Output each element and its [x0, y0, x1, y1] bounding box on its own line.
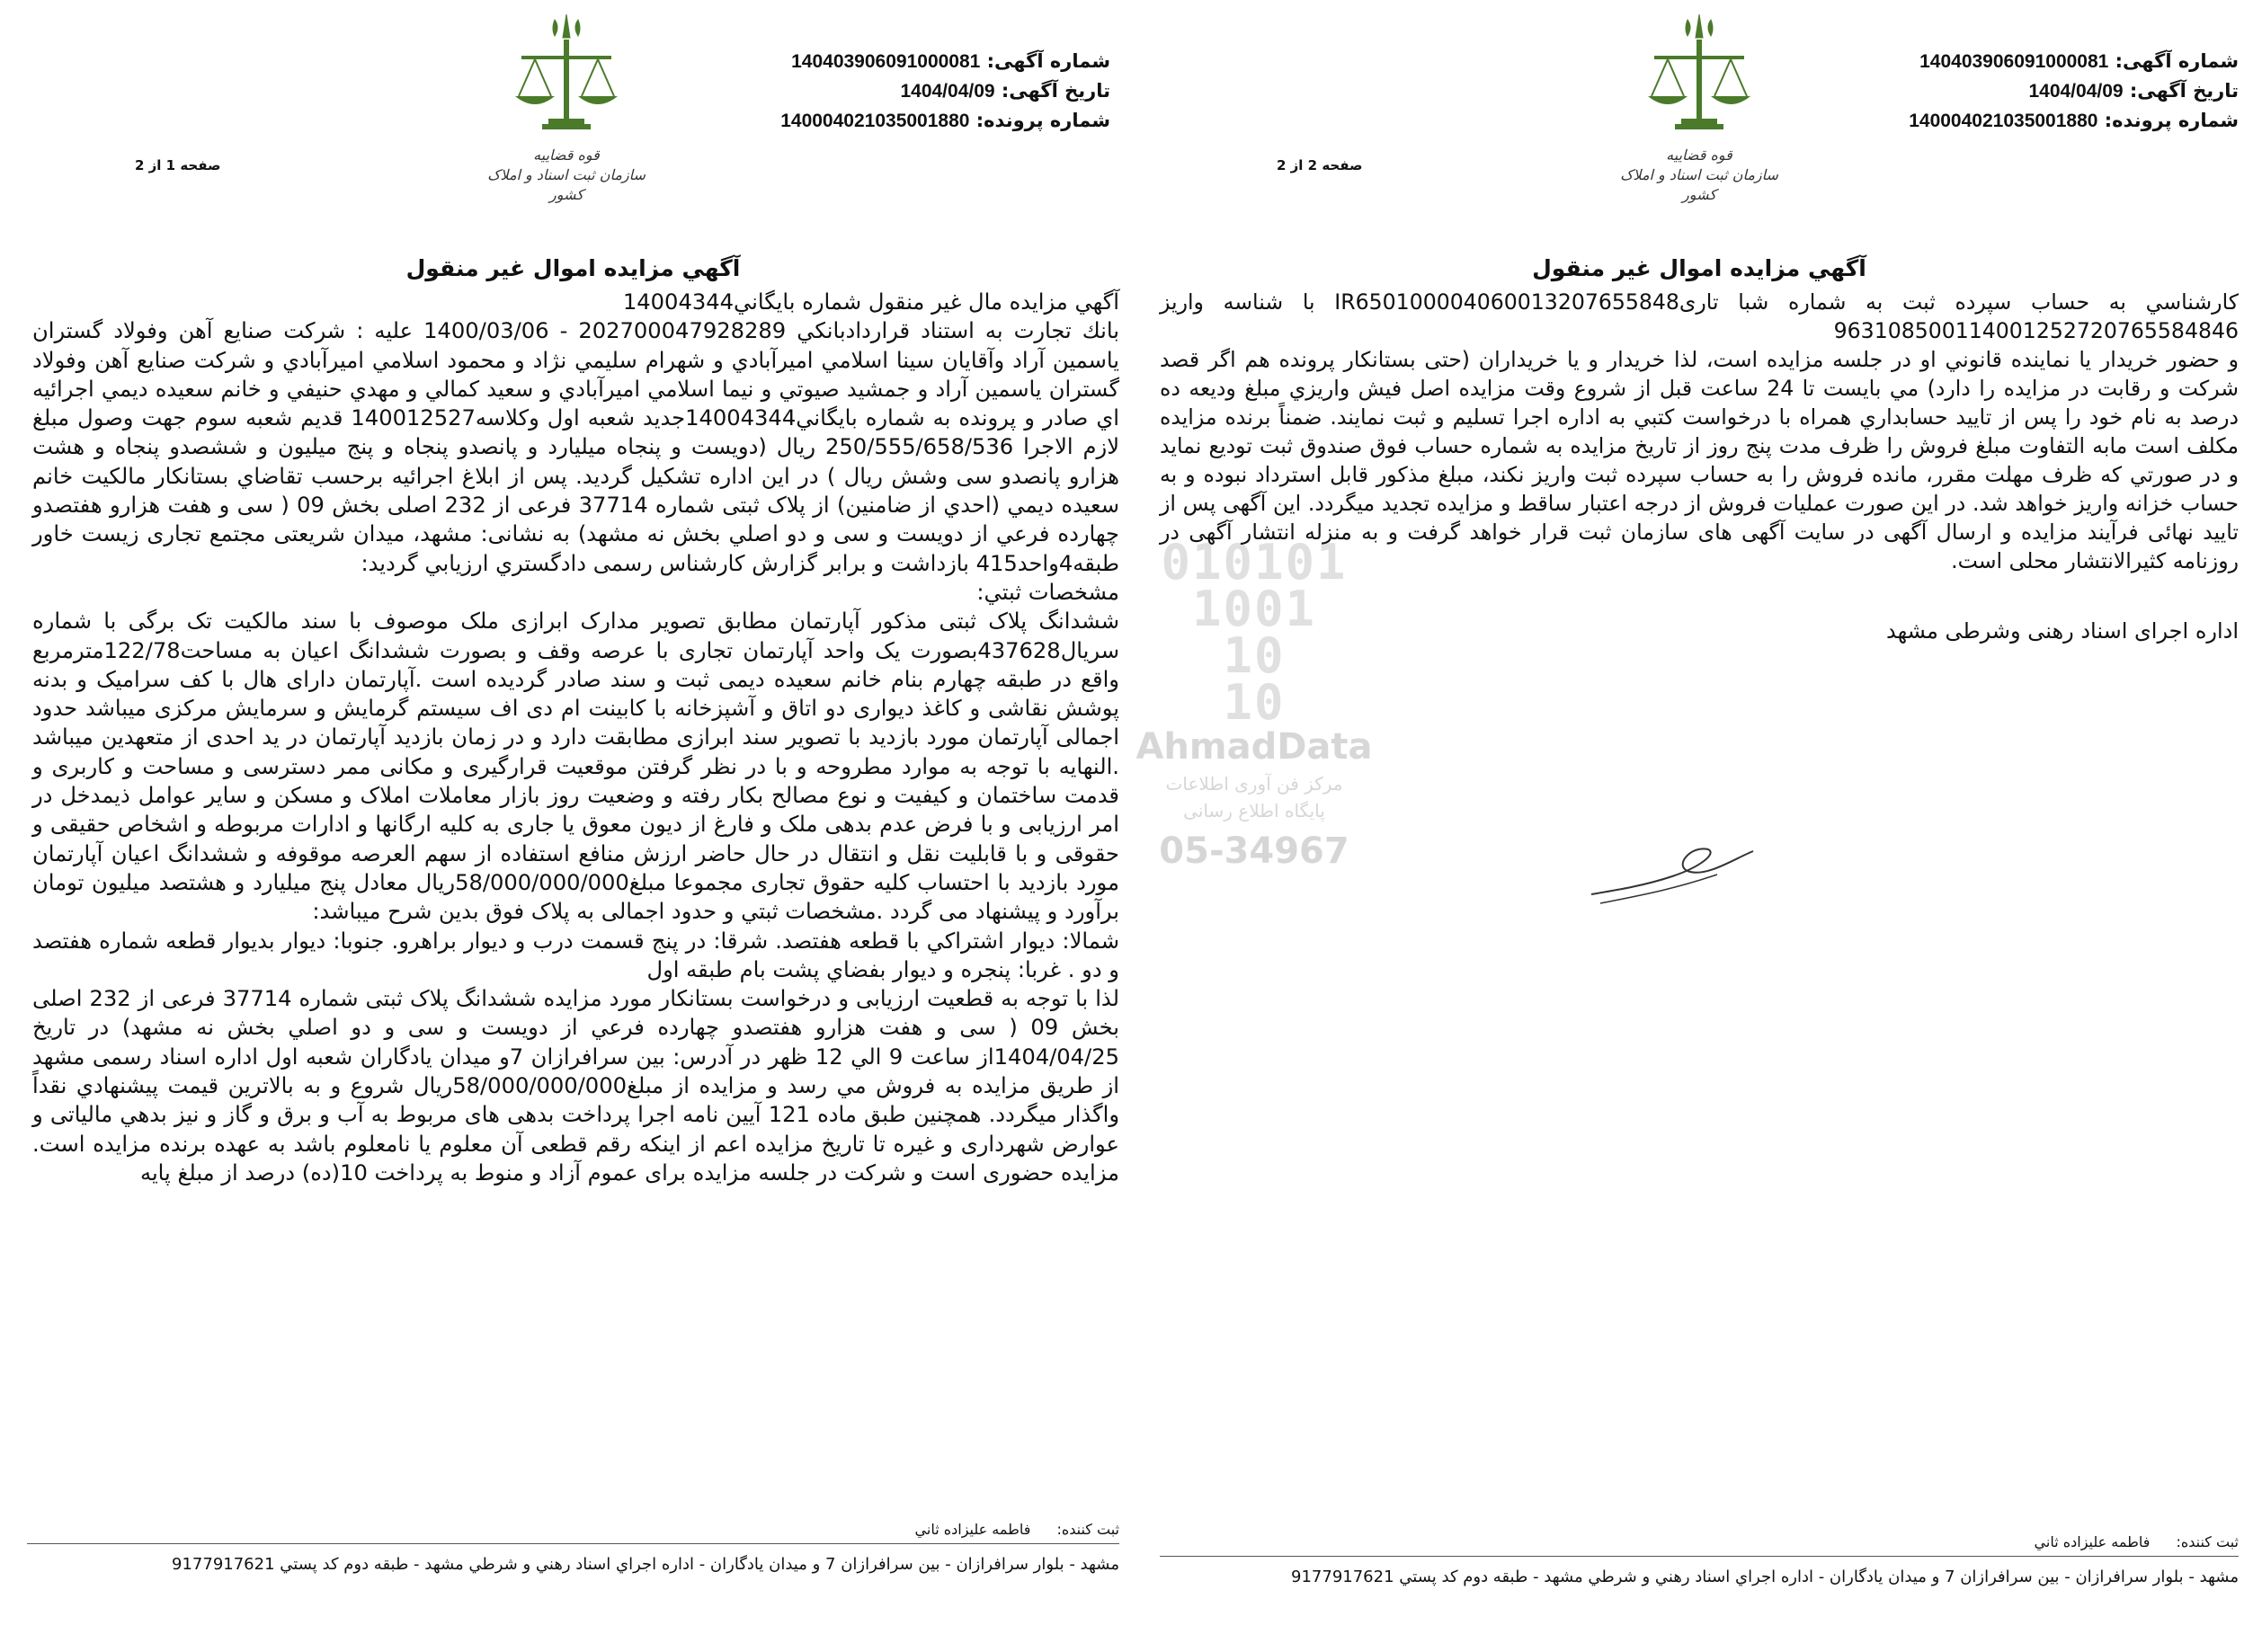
registrar: ثبت كننده: فاطمه عليزاده ثاني: [2034, 1533, 2239, 1550]
registrar: ثبت كننده: فاطمه عليزاده ثاني: [914, 1521, 1119, 1538]
watermark-binary: 010101 1001 10 10: [1161, 534, 1348, 731]
org-line2: سازمان ثبت اسناد و املاک کشور: [1620, 166, 1778, 203]
paragraph: آگهي مزايده مال غير منقول شماره بايگاني14004344: [622, 289, 1119, 315]
scales-emblem-icon: [499, 11, 634, 146]
paragraph: شمالا: ديوار اشتراكي با قطعه هفتصد. شرقا: در پنج قسمت درب و ديوار براهرو. جنوبا: ديوار بديوار قطعه شماره هفتصد و دو . غربا: پنجره و ديوار بفضاي پشت بام طبقه اول: [32, 928, 1119, 982]
page-2-header: [1160, 0, 2239, 216]
notice-number: 140403906091000081: [1919, 51, 2109, 72]
page-number: صفحه 2 از 2: [1277, 157, 1363, 173]
watermark-phone: 05-34967: [1159, 830, 1349, 872]
issuing-office: اداره اجرای اسناد رهنی وشرطی مشهد: [1885, 618, 2239, 644]
footer-divider: [1160, 1556, 2239, 1557]
paragraph: ششدانگ پلاک ثبتی مذکور آپارتمان مطابق تصویر مدارک ابرازی ملک موصوف با سند مالکیت تک برگی با شماره سریال437628بصورت یک واحد آپارتمان تجاری با عرصه وقف و بصورت ششدانگ اعیان به مساحت122/78مترمربع واقع در طبقه چهارم بنام خانم سعیده دیمی ثبت و سند صادر گردیده است .آپارتمان دارای هال با کف سرامیک و بدنه پوشش نقاشی و کاغذ دیواری دو اتاق و آشپزخانه با کابینت ام دی اف سیستم گرمایش و سرمایش مرکزی میباشد حدود اجمالی آپارتمان مورد بازدید با تصویر سند ابرازی مطابقت دارد و در زمان بازدید آپارتمان در ید احدی از متعهدین میباشد .النهایه با توجه به موارد مطروحه و با در نظر گرفتن موقعیت قرارگیری و مکانی ممر دسترسی و مساحت و کاربری و قدمت ساختمان و کیفیت و نوع مصالح بکار رفته و وضعیت روز بازار معاملات املاک و مسکن و سایر عوامل ذیمدخل در امر ارزیابی و با فرض عدم بدهی ملک و فارغ از دیون معوق یا جاری به کلیه ارگانها و ادارات مربوطه و اشخاص حقیقی و حقوقی و با قابلیت نقل و انتقال در حال حاضر ارزش منافع استفاده از سهم العرصه موقوفه و ششدانگ اعیان آپارتمان مورد بازدید با احتساب کلیه حقوق تجاری مجموعا مبلغ58/000/000/000ریال معادل پنج میلیارد و هشتصد میلیون تومان برآورد و پیشنهاد می گردد .مشخصات ثبتي و حدود اجمالی به پلاک فوق بدين شرح ميباشد:: [32, 608, 1119, 925]
page-1-footer: [27, 1521, 1119, 1574]
paragraph: بانك تجارت به استناد قراردادبانكي 202700047928289 - 1400/03/06 عليه : شركت صنايع آهن وفولاد گستران ياسمين آراد وآقايان سينا اسلامي اميرآبادي و شهرام سليمي نژاد و محمود اسلامي اميرآبادي و شركت صنايع آهن وفولاد گستران ياسمين آراد و جمشيد صيوتي و نيما اسلامي اميرآبادي و سعيد كمالي و مهدي حنيفي و خانم سعيده ديمي اجرائيه اي صادر و پرونده به شماره بايگاني14004344جديد شعبه اول وكلاسه140012527 قديم شعبه سوم جهت وصول مبلغ لازم الاجرا 250/555/658/536 ريال (دويست و پنجاه ميليارد و پانصدو پنجاه و پنج ميليون و ششصدو پنجاه و هشت هزارو پانصدو سی وشش ريال ) در اين اداره تشكيل گرديد. پس از ابلاغ اجرائيه برحسب تقاضاي بستانكار مالكيت خانم سعيده ديمي (احدي از ضامنين) از پلاک ثبتی شماره 37714 فرعی از 232 اصلی بخش 09 ( سی و هفت هزارو هفتصدو چهارده فرعي از دويست و سی و دو اصلي بخش نه مشهد) به نشانی: مشهد، ميدان شريعتی مجتمع تجاری زيست خاور طبقه4واحد415 بازداشت و برابر گزارش كارشناس رسمی دادگستري ارزيابي گرديد:: [32, 318, 1120, 576]
notice-date: 1404/04/09: [2028, 81, 2124, 102]
page-number: صفحه 1 از 2: [135, 157, 221, 173]
registrar-name: فاطمه عليزاده ثاني: [2034, 1533, 2151, 1550]
signature-scribble-icon: [1582, 840, 1762, 912]
notice-number: 140403906091000081: [791, 51, 981, 72]
signature: [1582, 840, 1762, 916]
watermark-sub1: مرکز فن آوری اطلاعات: [1165, 773, 1343, 795]
org-line1: قوه قضاییه: [1666, 147, 1732, 164]
scales-emblem-icon: [1632, 11, 1767, 146]
watermark-sub2: پایگاه اطلاع رسانی: [1183, 800, 1325, 822]
judiciary-emblem: [481, 11, 652, 203]
office-address: مشهد - بلوار سرافرازان - بين سرافرازان 7 و ميدان يادگاران - اداره اجراي اسناد رهني و شرطي مشهد - طبقه دوم كد پستي 9177917621: [1291, 1568, 2239, 1586]
office-address: مشهد - بلوار سرافرازان - بين سرافرازان 7 و ميدان يادگاران - اداره اجراي اسناد رهني و شرطي مشهد - طبقه دوم كد پستي 9177917621: [172, 1555, 1119, 1574]
footer-divider: [27, 1543, 1119, 1544]
notice-body: [1160, 288, 2239, 645]
page-2: [1160, 0, 2239, 1652]
notice-date: 1404/04/09: [900, 81, 995, 102]
paragraph: لذا با توجه به قطعيت ارزيابی و درخواست بستانكار مورد مزايده ششدانگ پلاک ثبتی شماره 37714 فرعی از 232 اصلی بخش 09 ( سی و هفت هزارو هفتصدو چهارده فرعي از دويست و سی و دو اصلي بخش نه مشهد) در تاريخ 1404/04/25از ساعت 9 الي 12 ظهر در آدرس: بين سرافرازان 7و ميدان يادگاران شعبه اول اداره اسناد رسمی مشهد از طريق مزايده به فروش مي رسد و مزايده از مبلغ58/000/000/000ريال شروع و به بالاترين قيمت پيشنهادي نقداً واگذار ميگردد. همچنين طبق ماده 121 آيين نامه اجرا پرداخت بدهی های مربوط به آب و برق و گاز و نيز بدهي مالياتی و عوارض شهرداری و غيره تا تاريخ مزايده اعم از اينكه رقم قطعی آن معلوم يا نامعلوم باشد به عهده برنده مزايده است. مزايده حضوری است و شركت در جلسه مزايده برای عموم آزاد و منوط به پرداخت 10(ده) درصد از مبلغ پايه: [32, 986, 1120, 1186]
paragraph: مشخصات ثبتي:: [976, 579, 1119, 605]
notice-body: [27, 288, 1119, 1187]
org-line1: قوه قضاییه: [533, 147, 600, 164]
page-1: [27, 0, 1119, 1652]
registrar-name: فاطمه عليزاده ثاني: [914, 1521, 1031, 1538]
notice-meta: شماره آگهی: 140403906091000081 تاریخ آگهی: 1404/04/09 شماره پرونده: 140004021035001880: [1909, 50, 2239, 131]
judiciary-emblem: [1614, 11, 1785, 203]
notice-title: آگهي مزايده اموال غير منقول: [405, 255, 741, 281]
case-number: 140004021035001880: [780, 111, 970, 131]
notice-meta: شماره آگهی: 140403906091000081 تاریخ آگهی: 1404/04/09 شماره پرونده: 140004021035001880: [780, 50, 1110, 131]
case-number: 140004021035001880: [1909, 111, 2098, 131]
page-2-footer: [1160, 1533, 2239, 1586]
org-line2: سازمان ثبت اسناد و املاک کشور: [487, 166, 646, 203]
watermark-brand: AhmadData: [1135, 726, 1373, 768]
paragraph: و حضور خريدار يا نماينده قانوني او در جلسه مزايده است، لذا خريدار و يا خريداران (حتی بستانكار پرونده هم اگر قصد شركت و رقابت در مزايده را دارد) مي بايست تا 24 ساعت قبل از شروع وقت مزايده اصل فيش واريزي مبلغ وديعه ده درصد به نام خود را پس از تاييد حسابداري همراه با درخواست كتبي به اداره اجرا تسليم و ثبت نمايند. ضمناً برنده مزايده مكلف است مابه التفاوت مبلغ فروش را ظرف مدت پنج روز از تاريخ مزايده به شماره حساب فوق صندوق ثبت توديع نمايد و در صورتي كه ظرف مهلت مقرر، مانده فروش را به حساب سپرده ثبت واريز نكند، مبلغ مذكور قابل استرداد نبوده و به حساب خزانه واريز خواهد شد. در اين صورت عمليات فروش از درجه اعتبار ساقط و مزايده تجديد ميگردد. اين آگهی پس از تاييد نهائی فرآيند مزايده و ارسال آگهی در سايت آگهی های سازمان ثبت قرار خواهد گرفت و به منزله انتشار آگهی در روزنامه كثيرالانتشار محلی است.: [1160, 347, 2239, 573]
paragraph: كارشناسي به حساب سپرده ثبت به شماره شبا تاریIR650100004060013207655848 با شناسه واريز 963108500114001252720765584846: [1160, 289, 2239, 343]
notice-title: آگهي مزايده اموال غير منقول: [1532, 255, 1866, 281]
page-1-header: [27, 0, 1119, 216]
